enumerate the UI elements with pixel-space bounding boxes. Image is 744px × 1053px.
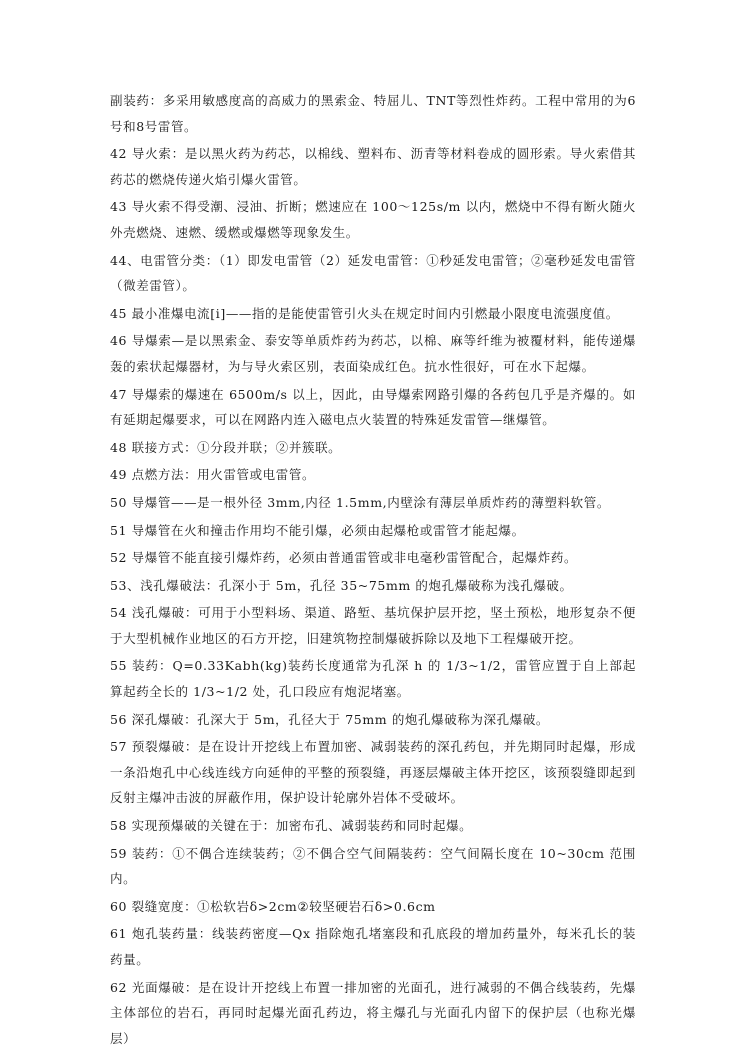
- paragraph-44: 44、电雷管分类：（1）即发电雷管（2）延发电雷管：①秒延发电雷管；②毫秒延发电雷管（微差雷管）。: [110, 252, 636, 294]
- paragraph-50: 50 导爆管——是一根外径 3mm,内径 1.5mm,内壁涂有薄层单质炸药的薄塑料软管。: [110, 494, 610, 510]
- paragraph-46: 46 导爆索—是以黑索金、泰安等单质炸药为药芯，以棉、麻等纤维为被覆材料，能传递爆轰的索状起爆器材，为与导火索区别，表面染成红色。抗水性很好，可在水下起爆。: [110, 333, 636, 374]
- paragraph-detonator-charge: 副装药：多采用敏感度高的高威力的黑索金、特屈儿、TNT等烈性炸药。工程中常用的为6号和8号雷管。: [110, 93, 636, 134]
- paragraph-49: 49 点燃方法：用火雷管或电雷管。: [110, 467, 316, 483]
- paragraph-53: 53、浅孔爆破法：孔深小于 5m，孔径 35~75mm 的炮孔爆破称为浅孔爆破。: [110, 577, 573, 593]
- paragraph-42: 42 导火索：是以黑火药为药芯，以棉线、塑料布、沥青等材料卷成的圆形索。导火索借其药芯的燃烧传递火焰引爆火雷管。: [110, 146, 636, 187]
- paragraph-51: 51 导爆管在火和撞击作用均不能引爆，必须由起爆枪或雷管才能起爆。: [110, 522, 525, 538]
- paragraph-45: 45 最小准爆电流[i]——指的是能使雷管引火头在规定时间内引燃最小限度电流强度值。: [110, 305, 619, 321]
- paragraph-59: 59 装药：①不偶合连续装药；②不偶合空气间隔装药：空气间隔长度在 10~30cm 范围内。: [110, 845, 636, 887]
- paragraph-47: 47 导爆索的爆速在 6500m/s 以上，因此，由导爆索网路引爆的各药包几乎是齐爆的。如有延期起爆要求，可以在网路内连入磁电点火装置的特殊延发雷管—继爆管。: [110, 386, 636, 428]
- paragraph-55: 55 装药：Q=0.33Kabh(kg)装药长度通常为孔深 h 的 1/3~1/2，雷管应置于自上部起算起药全长的 1/3~1/2 处，孔口段应有炮泥堵塞。: [110, 658, 636, 700]
- paragraph-61: 61 炮孔装药量：线装药密度—Qx 指除炮孔堵塞段和孔底段的增加药量外，每米孔长的装药量。: [110, 926, 636, 967]
- paragraph-56: 56 深孔爆破：孔深大于 5m，孔径大于 75mm 的炮孔爆破称为深孔爆破。: [110, 711, 550, 727]
- paragraph-48: 48 联接方式：①分段并联；②并簇联。: [110, 439, 342, 455]
- paragraph-58: 58 实现预爆破的关键在于：加密布孔、减弱装药和同时起爆。: [110, 818, 473, 834]
- paragraph-60: 60 裂缝宽度：①松软岩δ>2cm②较坚硬岩石δ>0.6cm: [110, 898, 436, 914]
- document-page: [110, 88, 636, 1053]
- paragraph-54: 54 浅孔爆破：可用于小型料场、渠道、路堑、基坑保护层开挖，坚土预松，地形复杂不便于大型机械作业地区的石方开挖，旧建筑物控制爆破拆除以及地下工程爆破开挖。: [110, 605, 636, 646]
- paragraph-52: 52 导爆管不能直接引爆炸药，必须由普通雷管或非电毫秒雷管配合，起爆炸药。: [110, 550, 578, 566]
- paragraph-57: 57 预裂爆破：是在设计开挖线上布置加密、减弱装药的深孔药包，并先期同时起爆，形成一条沿炮孔中心线连线方向延伸的平整的预裂缝，再逐层爆破主体开挖区，该预裂缝即起到反射主爆冲击波的屏蔽作用，保护设计轮廓外岩体不受破坏。: [110, 739, 636, 806]
- paragraph-43: 43 导火索不得受潮、浸油、折断；燃速应在 100～125s/m 以内，燃烧中不得有断火随火外壳燃烧、速燃、缓燃或爆燃等现象发生。: [110, 199, 636, 240]
- paragraph-62: 62 光面爆破：是在设计开挖线上布置一排加密的光面孔，进行减弱的不偶合线装药，先爆主体部位的岩石，再同时起爆光面孔药边，将主爆孔与光面孔内留下的保护层（也称光爆层）: [110, 979, 636, 1046]
